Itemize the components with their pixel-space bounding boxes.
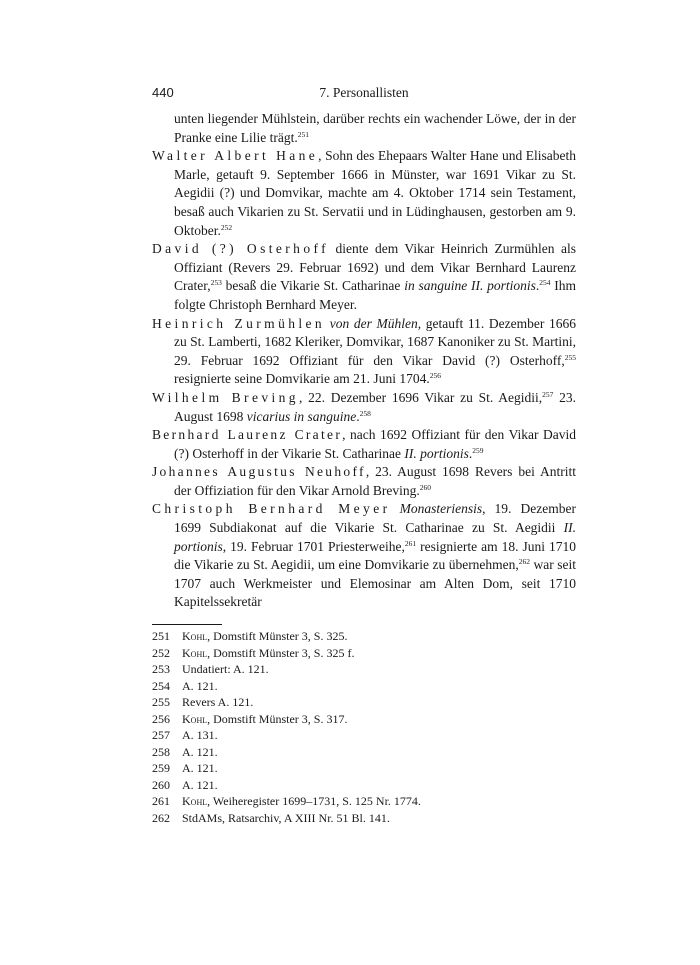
footnote-number: 258 [152,744,170,759]
footnote-ref: 258 [359,408,371,418]
person-name: Heinrich Zurmühlen [152,315,326,331]
footnote-number: 260 [152,777,170,792]
footnote-number: 254 [152,678,170,693]
entry-neuhoff: Johannes Augustus Neuhoff, 23. August 1698 Revers bei Antritt der Offiziation für den Vikar Arnold Breving.$^{260}$ [152,464,576,498]
person-name: Christoph Bernhard Meyer [152,501,391,517]
chapter-title: 7. Personallisten [319,85,409,100]
person-name: Johannes Augustus Neuhoff [152,464,366,480]
footnote-ref: 252 [220,222,233,232]
entry-meyer: Christoph Bernhard Meyer Monasteriensis, 19. Dezember 1699 Subdiakonat auf die Vikarie St. Catharinae zu St. Aegidii II. portionis, 19. Februar 1701 Priesterweihe,$^{261}$ resignierte am 18. Juni 1710 die Vikarie zu St. Aegidii, um eine Domvikarie zu übernehmen,$^{262}$ war seit 1707 auch Werkmeister und Elemosinar am Alten Dom, seit 1710 Kapitelssekretär [152,501,576,610]
person-name: Walter Albert Hane [152,148,319,164]
footnote: 255 Revers A. 121. [152,695,254,709]
footnote: 256 Kohl, Domstift Münster 3, S. 317. [152,711,348,726]
footnote: 259 A. 121. [152,761,218,775]
main-text [152,110,576,612]
footnote-ref: 255 [564,352,576,362]
footnote: 262 StdAMs, Ratsarchiv, A XIII Nr. 51 Bl. 141. [152,810,390,825]
footnote: 252 Kohl, Domstift Münster 3, S. 325 f. [152,645,355,660]
footnote-number: 253 [152,662,170,676]
footnote-divider [152,624,222,625]
page-number: 440 [152,85,174,100]
running-head [152,85,576,103]
entry-crater: Bernhard Laurenz Crater, nach 1692 Offiziant für den Vikar David (?) Osterhoff in der Vikarie St. Catharinae II. portionis.$^{259}$ [152,427,577,461]
footnote: 251 Kohl, Domstift Münster 3, S. 325. [152,629,348,643]
footnote: 254 A. 121. [152,678,218,693]
footnote-number: 255 [152,695,170,709]
footnote: 257 A. 131. [152,728,218,742]
footnote: 253 Undatiert: A. 121. [152,662,269,676]
person-name: Wilhelm Breving [152,389,299,405]
footnotes [152,628,576,826]
footnote-number: 261 [152,794,170,808]
footnote-ref: 251 [297,129,309,139]
footnote-number: 259 [152,761,170,775]
footnote-ref: 261 [404,538,417,548]
entry-continuation: unten liegender Mühlstein, darüber rechts ein wachender Löwe, der in der Pranke eine Lilie trägt.$^{251}$ [174,111,576,145]
entry-hane: Walter Albert Hane, Sohn des Ehepaars Walter Hane und Elisabeth Marle, getauft 9. September 1666 in Münster, war 1691 Vikar zu St. Aegidii (?) und Domvikar, machte am 4. Oktober 1714 sein Testament, besaß auch Vikarien zu St. Servatii und in Lüdinghausen, gestorben am 9. Oktober.$^{252}$ [152,148,576,238]
entry-zurmuehlen: Heinrich Zurmühlen von der Mühlen, getauft 11. Dezember 1666 zu St. Lamberti, 1682 Kleriker, Domvikar, 1687 Kanoniker zu St. Martini, 29. Februar 1692 Offiziant für den Vikar David (?) Osterhoff,$^{255}$ resignierte seine Domvikarie am 21. Juni 1704.$^{256}$ [152,315,576,387]
footnote-number: 262 [152,810,170,825]
person-name: Bernhard Laurenz Crater [152,427,343,443]
footnote: 258 A. 121. [152,744,218,759]
person-name: David (?) Osterhoff [152,241,330,257]
footnote-ref: 262 [518,557,531,567]
footnote-ref: 254 [539,278,551,288]
entry-osterhoff: David (?) Osterhoff diente dem Vikar Heinrich Zurmühlen als Offiziant (Revers 29. Februar 1692) und dem Vikar Bernhard Laurenz Crater,$^{253}$ besaß die Vikarie St. Catharinae in sanguine II. portionis.$^{254}$ Ihm folgte Christoph Bernhard Meyer. [152,241,576,312]
footnote-number: 252 [152,645,170,660]
footnote-number: 257 [152,728,170,742]
footnote-number: 256 [152,711,170,726]
footnote: 261 Kohl, Weiheregister 1699–1731, S. 125 Nr. 1774. [152,794,421,808]
footnote-ref: 253 [210,278,222,288]
footnote-ref: 259 [472,445,484,455]
footnote-ref: 257 [542,389,554,399]
footnote-ref: 260 [419,482,432,492]
entry-breving: Wilhelm Breving, 22. Dezember 1696 Vikar zu St. Aegidii,$^{257}$ 23. August 1698 vicarius in sanguine.$^{258}$ [152,389,577,424]
footnote-number: 251 [152,629,170,643]
footnote: 260 A. 121. [152,777,218,792]
footnote-ref: 256 [429,371,441,381]
